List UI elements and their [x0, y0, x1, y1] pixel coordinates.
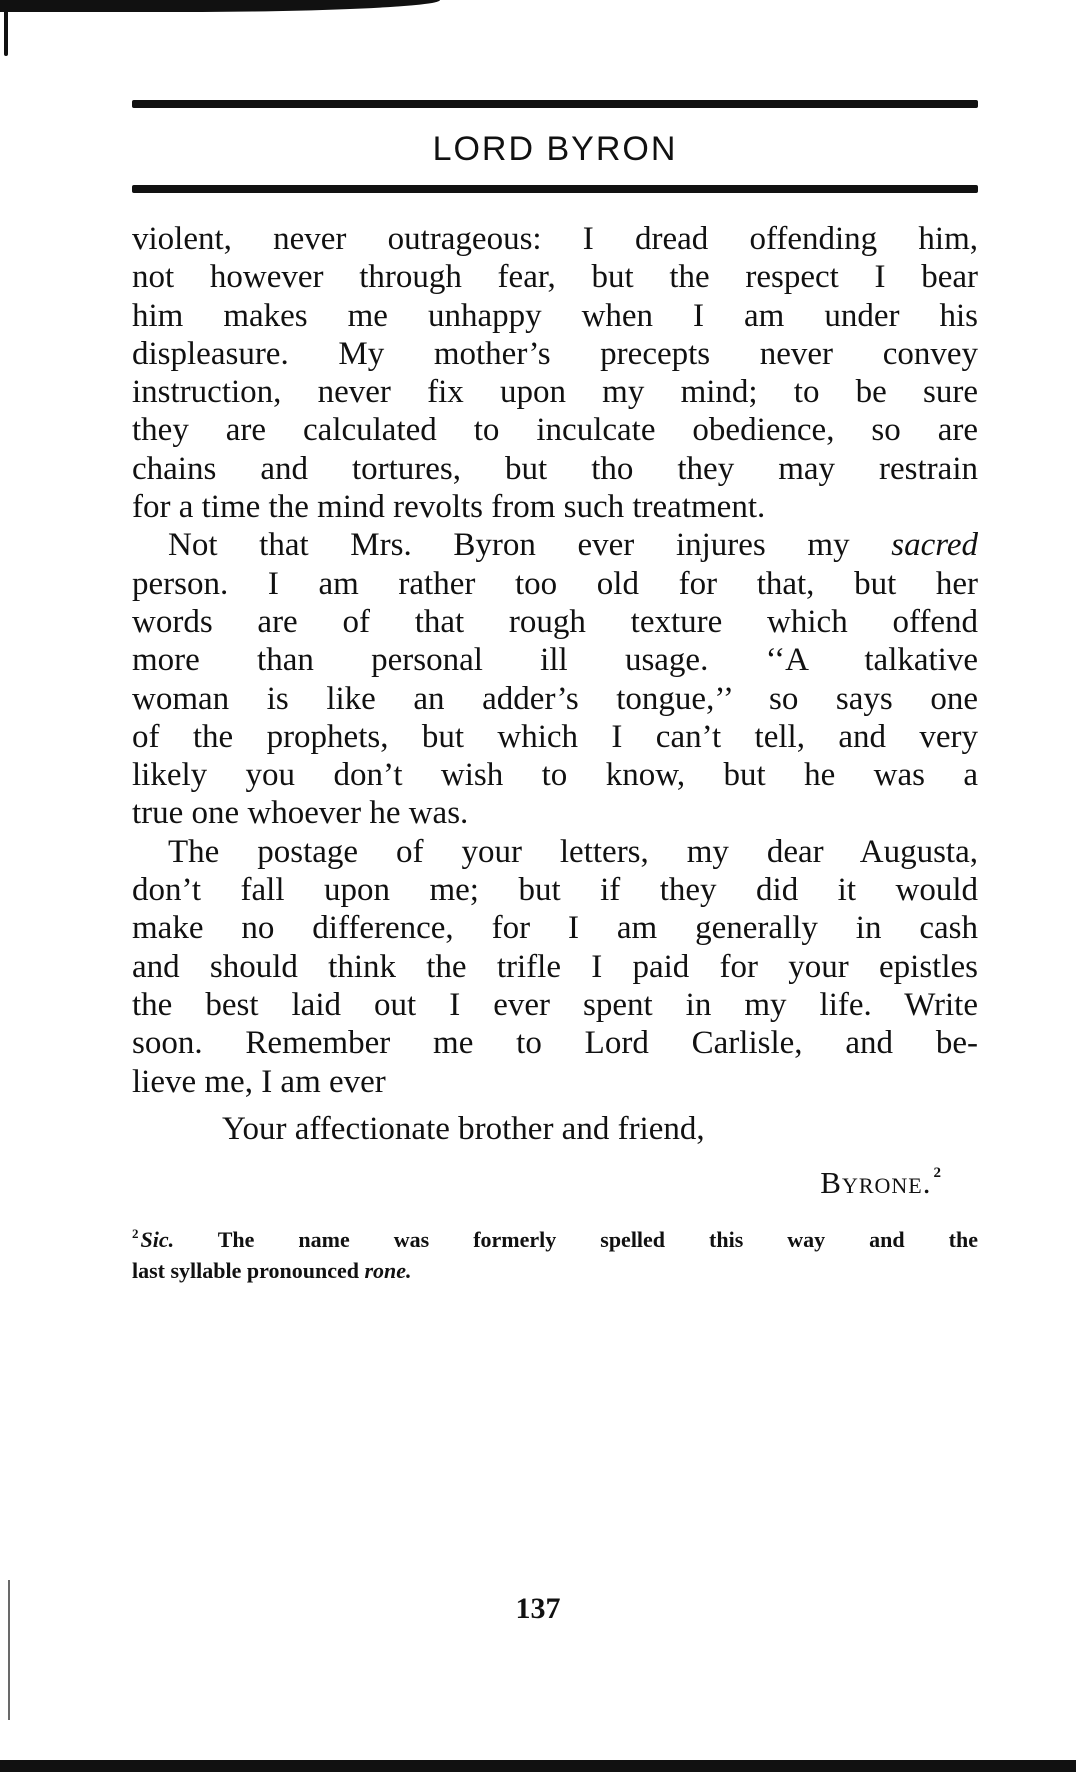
text-line: more than personal ill usage. ‘‘A talkative — [132, 642, 978, 679]
signature-name: Byrone. — [820, 1165, 932, 1200]
footnote-text: The name was formerly spelled this way and the — [174, 1227, 978, 1252]
text-line: him makes me unhappy when I am under his — [132, 297, 978, 334]
text-line: of the prophets, but which I can’t tell, and very — [132, 718, 978, 755]
paragraph-start-line — [132, 526, 978, 564]
header-rule-bottom — [132, 185, 978, 193]
text-line: make no difference, for I am generally in cash — [132, 910, 978, 947]
footnote-marker: 2 — [132, 1226, 139, 1241]
footnote-line — [132, 1218, 978, 1255]
letter-signature — [820, 1154, 942, 1202]
letter-closing: Your affectionate brother and friend, — [222, 1111, 705, 1147]
paragraph-start-line: The postage of your letters, my dear Augusta, — [168, 833, 978, 870]
text-line: for a time the mind revolts from such treatment. — [132, 489, 766, 526]
footnote-italic: rone. — [364, 1258, 412, 1283]
text-line: not however through fear, but the respect I bear — [132, 259, 978, 296]
text-line: and should think the trifle I paid for your epistles — [132, 948, 978, 985]
page-number: 137 — [515, 1592, 561, 1625]
text-line: they are calculated to inculcate obedience, so are — [132, 412, 978, 449]
text-line: soon. Remember me to Lord Carlisle, and be- — [132, 1025, 978, 1062]
footnote-reference[interactable]: 2 — [933, 1165, 942, 1181]
page-edge-shadow-tip — [4, 10, 8, 56]
page-edge-shadow-top — [0, 0, 440, 12]
footnote-line — [132, 1255, 978, 1286]
page-edge-shadow-bottom — [0, 1760, 1076, 1772]
text-line: violent, never outrageous: I dread offending him, — [132, 221, 978, 257]
footnote-sic: Sic. — [140, 1227, 175, 1252]
text-line: displeasure. My mother’s precepts never convey — [132, 335, 978, 372]
running-head: LORD BYRON — [432, 130, 678, 168]
footnote — [132, 1218, 978, 1286]
letter-body — [132, 220, 978, 1101]
text-line: chains and tortures, but tho they may restrain — [132, 450, 978, 487]
text-line: instruction, never fix upon my mind; to be sure — [132, 374, 978, 411]
text-line: words are of that rough texture which offend — [132, 603, 978, 640]
text-line: woman is like an adder’s tongue,’’ so says one — [132, 680, 978, 717]
italic-word: sacred — [891, 527, 978, 564]
text-line: likely you don’t wish to know, but he was a — [132, 757, 978, 794]
text-line: the best laid out I ever spent in my life. Write — [132, 986, 978, 1023]
margin-mark — [8, 1580, 13, 1720]
text-line: person. I am rather too old for that, but her — [132, 565, 978, 602]
text-line: true one whoever he was. — [132, 795, 469, 832]
text-line: lieve me, I am ever — [132, 1063, 386, 1100]
text-line: don’t fall upon me; but if they did it would — [132, 872, 978, 909]
header-rule-top — [132, 100, 978, 108]
footnote-text: last syllable pronounced — [132, 1258, 365, 1283]
text-segment: Not that Mrs. Byron ever injures my — [168, 527, 892, 564]
